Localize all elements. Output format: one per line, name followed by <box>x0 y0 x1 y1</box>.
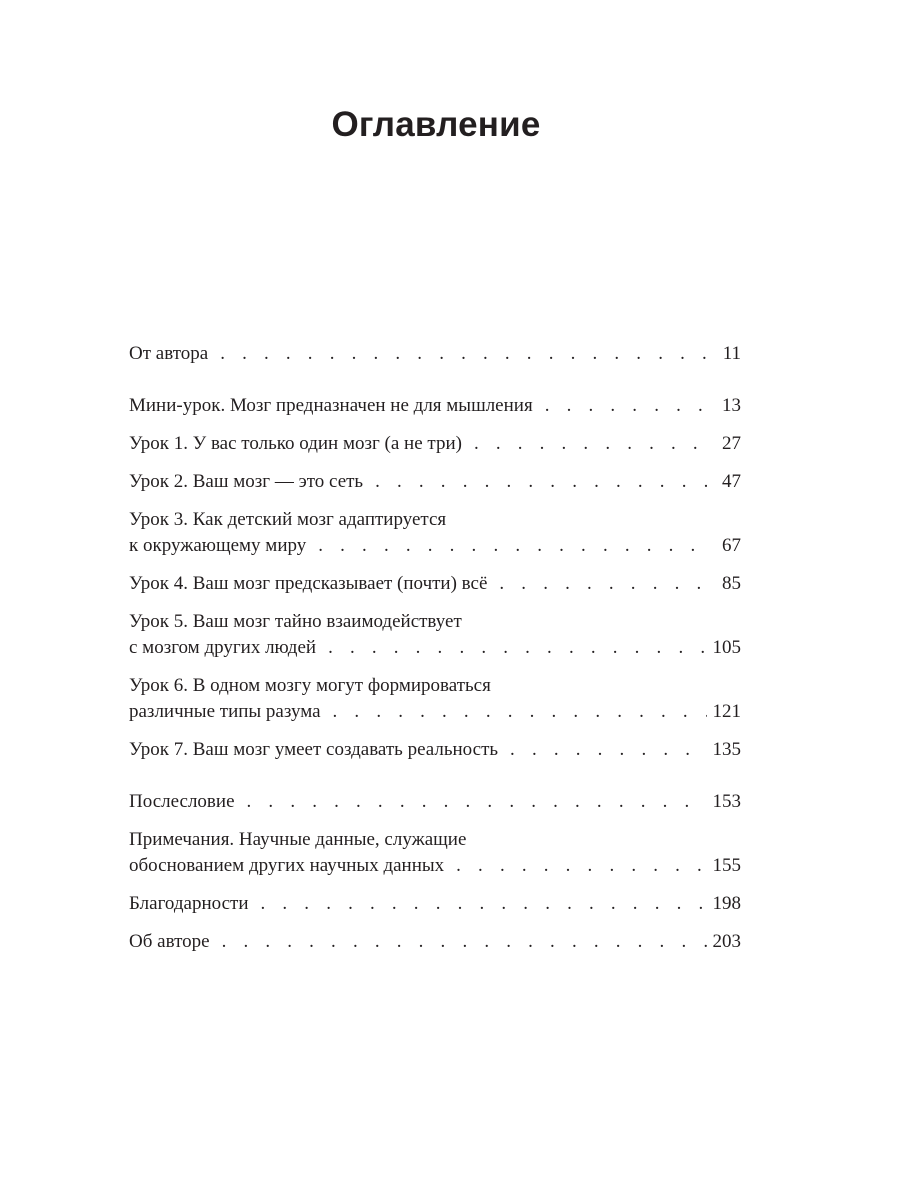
dot-leader <box>318 533 707 559</box>
toc-entry-lesson-3[interactable] <box>129 507 741 559</box>
toc-entry-lesson-2[interactable] <box>129 469 741 495</box>
dot-leader <box>456 853 706 879</box>
toc-entry-title-line-1: Примечания. Научные данные, служащие <box>129 829 467 850</box>
dot-leader <box>499 571 707 597</box>
toc-page-number: 121 <box>712 701 741 722</box>
toc-entry-title: От автора <box>129 343 209 364</box>
toc-entry-about-author[interactable] <box>129 929 741 955</box>
dot-leader <box>474 431 707 457</box>
toc-entry-title-line-2: обоснованием других научных данных <box>129 855 445 876</box>
toc-entry-title-line-1: Урок 5. Ваш мозг тайно взаимодействует <box>129 611 462 632</box>
dot-leader <box>375 469 707 495</box>
toc-entry-title: Урок 7. Ваш мозг умеет создавать реальность <box>129 739 499 760</box>
toc-page-number: 67 <box>722 535 741 556</box>
toc-page-number: 27 <box>722 433 741 454</box>
toc-entry-title: Урок 2. Ваш мозг — это сеть <box>129 471 364 492</box>
toc-entry-title: Урок 4. Ваш мозг предсказывает (почти) всё <box>129 573 488 594</box>
toc-entry-title: Благодарности <box>129 893 249 914</box>
toc-entry-acknowledgements[interactable] <box>129 891 741 917</box>
dot-leader <box>220 341 707 367</box>
toc-group-front <box>129 341 741 367</box>
toc-entry-title-line-2: к окружающему миру <box>129 535 307 556</box>
toc-entry-lesson-6[interactable] <box>129 673 741 725</box>
table-of-contents <box>129 341 741 967</box>
dot-leader <box>333 699 707 725</box>
toc-page-number: 105 <box>712 637 741 658</box>
toc-entry-title-line-1: Урок 3. Как детский мозг адаптируется <box>129 509 447 530</box>
toc-entry-title: Послесловие <box>129 791 235 812</box>
toc-page-number: 198 <box>712 893 741 914</box>
toc-entry-mini-lesson[interactable] <box>129 393 741 419</box>
toc-entry-title: Об авторе <box>129 931 210 952</box>
toc-page-number: 13 <box>722 395 741 416</box>
dot-leader <box>545 393 707 419</box>
toc-entry-title: Мини-урок. Мозг предназначен не для мышления <box>129 395 533 416</box>
toc-group-back <box>129 789 741 955</box>
toc-entry-title-line-2: с мозгом других людей <box>129 637 317 658</box>
toc-entry-lesson-1[interactable] <box>129 431 741 457</box>
toc-entry-title-line-1: Урок 6. В одном мозгу могут формироваться <box>129 675 491 696</box>
toc-entry-lesson-5[interactable] <box>129 609 741 661</box>
toc-page-number: 47 <box>722 471 741 492</box>
dot-leader <box>261 891 707 917</box>
toc-page-number: 11 <box>722 343 741 364</box>
page-title: Оглавление <box>331 105 541 144</box>
toc-group-lessons <box>129 393 741 763</box>
toc-page-number: 203 <box>712 931 741 952</box>
toc-entry-title: Урок 1. У вас только один мозг (а не три) <box>129 433 462 454</box>
toc-entry-title-line-2: различные типы разума <box>129 701 321 722</box>
toc-entry-notes[interactable] <box>129 827 741 879</box>
toc-entry-afterword[interactable] <box>129 789 741 815</box>
toc-page-number: 155 <box>712 855 741 876</box>
dot-leader <box>328 635 706 661</box>
dot-leader <box>222 929 707 955</box>
toc-entry-from-author[interactable] <box>129 341 741 367</box>
dot-leader <box>510 737 706 763</box>
toc-entry-lesson-7[interactable] <box>129 737 741 763</box>
toc-entry-lesson-4[interactable] <box>129 571 741 597</box>
toc-page-number: 85 <box>722 573 741 594</box>
toc-page-number: 135 <box>712 739 741 760</box>
toc-page-number: 153 <box>712 791 741 812</box>
dot-leader <box>247 789 707 815</box>
